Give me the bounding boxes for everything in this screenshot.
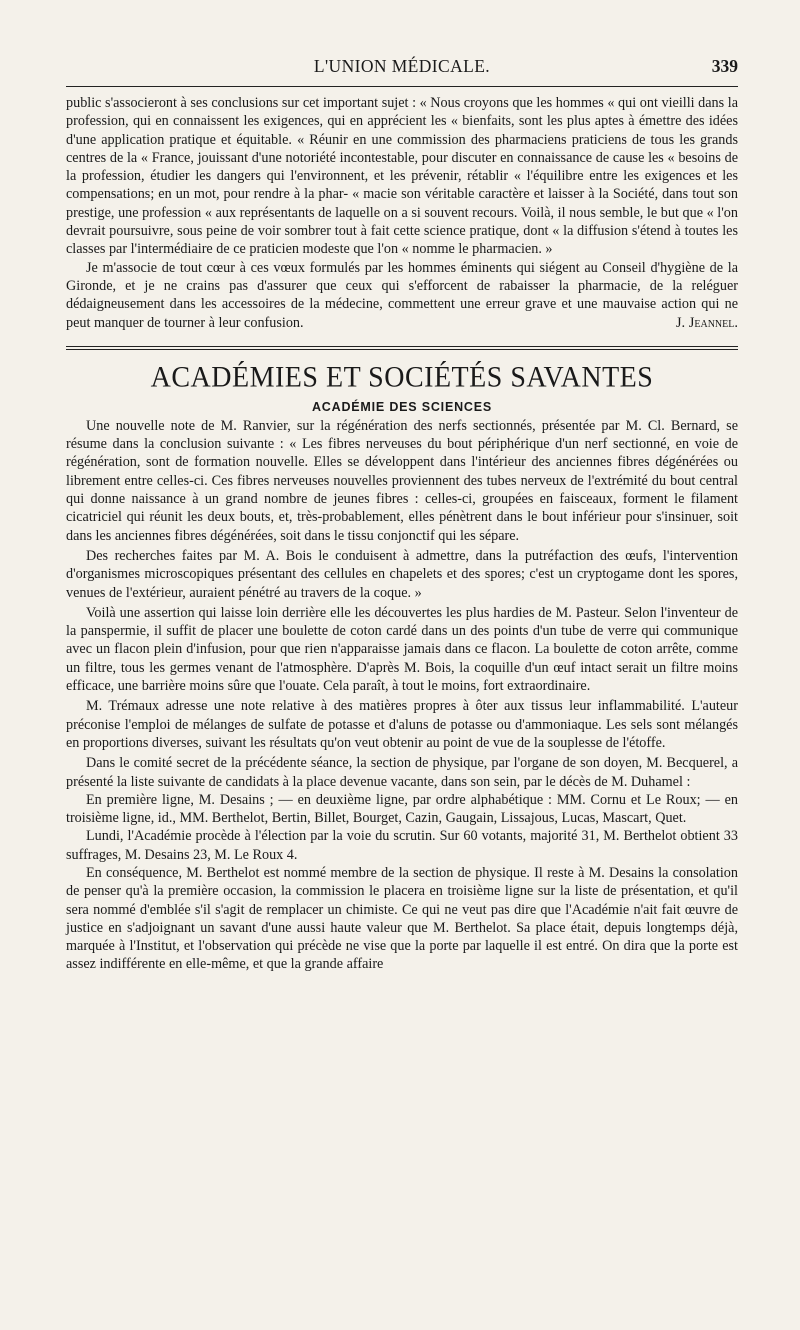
- subsection-title: ACADÉMIE DES SCIENCES: [311, 399, 493, 414]
- section-paragraph-1: Une nouvelle note de M. Ranvier, sur la régénération des nerfs sectionnés, présentée par M. Cl. Bernard, se résume dans la conclusion suivante : « Les fibres nerveuses du bout périphérique d'un nerf sectionné, en voie de régénération, sont de formation nouvelle. Elles se développent dans l'intérieur des anciennes fibres dégénérées ou librement entre celles-ci. Ces fibres nerveuses nouvelles proviennent des tubes nerveux de l'extrémité du bout central qui donne naissance à un grand nombre de jeunes fibres : celles-ci, groupées en faisceaux, forment le filament cicatriciel qui réunit les deux bouts, et, très-probablement, elles pénètrent dans le bout inférieur pour s'insinuer, soit dans les anciennes fibres dégénérées, soit dans le tissu conjonctif qui les sépare.: [66, 417, 738, 544]
- running-title: L'UNION MÉDICALE.: [313, 56, 491, 76]
- running-head: [66, 0, 738, 94]
- author-signature: J. Jeannel.: [675, 314, 738, 331]
- section-paragraph-6: En première ligne, M. Desains ; — en deuxième ligne, par ordre alphabétique : MM. Cornu et Le Roux; — en troisième ligne, id., MM. Berthelot, Bertin, Billet, Bourget, Cazin, Gaugain, Lissajous, Lucas, Mascart, Quet.: [66, 791, 738, 827]
- section-title: ACADÉMIES ET SOCIÉTÉS SAVANTES: [150, 361, 654, 394]
- section-paragraph-8: En conséquence, M. Berthelot est nommé membre de la section de physique. Il reste à M. Desains la consolation de penser qu'à la première occasion, la commission le placera en troisième ligne sur la liste de présentation, et qu'il sera nommé d'emblée s'il s'agit de remplacer un chimiste. Ce qui ne veut pas dire que l'Académie n'ait fait œuvre de justice en s'adjoignant un savant d'une aussi haute valeur que M. Berthelot. Sa place était, depuis longtemps déjà, marquée à l'Institut, et l'observation qui précède ne vise que la porte par laquelle il est entré. On dira que la porte est assez indifférente en elle-même, et que la grande affaire: [66, 864, 738, 973]
- section-divider: [66, 346, 738, 350]
- section-paragraph-3: Voilà une assertion qui laisse loin derrière elle les découvertes les plus hardies de M. Pasteur. Selon l'inventeur de la panspermie, il suffit de placer une boulette de coton cardé dans un des points d'un tube de verre qui communique avec un flacon plein d'infusion, pour que rien n'apparaisse jamais dans ce flacon. La boulette de coton arrête, comme un filtre, tous les germes venant de l'atmosphère. D'après M. Bois, la coquille d'un œuf intact serait un filtre moins efficace, une barrière moins sûre que l'ouate. Cela paraît, à tout le moins, fort extraordinaire.: [66, 604, 738, 695]
- article-paragraph-2: [66, 259, 738, 332]
- article-paragraph-2-text: Je m'associe de tout cœur à ces vœux formulés par les hommes éminents qui siégent au Conseil d'hygiène de la Gironde, et je ne crains pas d'assurer que ceux qui s'efforcent de rabaisser la pharmacie, de la reléguer dédaigneusement dans les accessoires de la médecine, commettent une erreur grave et une mauvaise action qui ne peut manquer de tourner à leur confusion.: [66, 259, 738, 331]
- section-paragraph-4: M. Trémaux adresse une note relative à des matières propres à ôter aux tissus leur inflammabilité. L'auteur préconise l'emploi de mélanges de sulfate de potasse et d'aluns de potasse ou d'ammoniaque. Les sels sont mélangés en proportions diverses, suivant les résultats qu'on veut obtenir au point de vue de la souplesse de l'étoffe.: [66, 698, 738, 751]
- section-paragraph-7: Lundi, l'Académie procède à l'élection par la voie du scrutin. Sur 60 votants, majorité 31, M. Berthelot obtient 33 suffrages, M. Desains 23, M. Le Roux 4.: [66, 828, 738, 863]
- article-paragraph-1: public s'associeront à ses conclusions sur cet important sujet : « Nous croyons que les hommes « qui ont vieilli dans la profession, qui en connaissent les exigences, qui en apprécient les « bienfaits, sont les plus aptes à émettre des idées d'une application pratique et équitable. « Réunir en une commission des pharmaciens praticiens de tous les grands centres de la « France, jouissant d'une notoriété incontestable, pour discuter en connaissance de cause les « besoins de la profession, étudier les dangers qui l'environnent, et les prévenir, rétablir « l'équilibre entre les exigences et les compensations; en un mot, pour rendre à la phar- « macie son véritable caractère et laisser à la Société, dans tout son prestige, une profession « aux représentants de laquelle on a si souvent recours. Voilà, il nous semble, le but que « l'on devrait poursuivre, sous peine de voir sombrer tout à fait cette science pratique, dont « la diffusion s'étend à toutes les classes par l'intermédiaire de ce praticien modeste que l'on « nomme le pharmacien. »: [66, 95, 738, 258]
- section-paragraph-5: Dans le comité secret de la précédente séance, la section de physique, par l'organe de son doyen, M. Becquerel, a présenté la liste suivante de candidats à la place devenue vacante, dans son sein, par le décès de M. Duhamel :: [66, 755, 738, 790]
- section-paragraph-2: Des recherches faites par M. A. Bois le conduisent à admettre, dans la putréfaction des œufs, l'intervention d'organismes microscopiques présentant des cellules en chapelets et des spores; c'est un cryptogame dont les spores, venues de l'extérieur, auraient pénétré au travers de la coque. »: [66, 547, 738, 601]
- page-number: 339: [711, 56, 738, 76]
- header-rule: [66, 86, 738, 87]
